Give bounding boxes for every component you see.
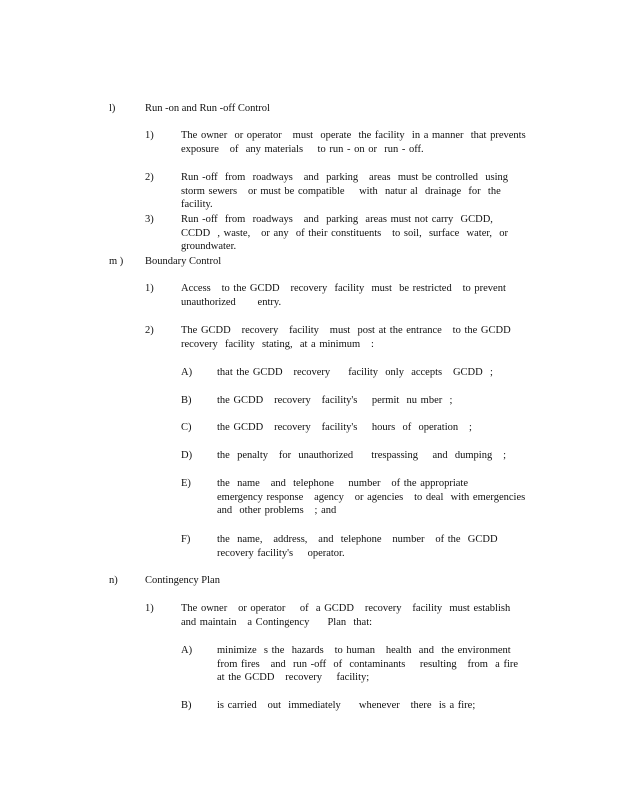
section-label: m ): [109, 256, 124, 267]
subitem-text: the GCDD recovery facility's hours of operation ;: [217, 422, 472, 433]
subitem-label: A): [181, 645, 193, 656]
item-label: 2): [145, 325, 154, 336]
subitem-label: A): [181, 367, 193, 378]
subitem-label: D): [181, 450, 193, 461]
subitem-label: C): [181, 422, 192, 433]
item-text: Run -off from roadways and parking areas must be controlled using storm sewers or must be compatible with natur al drainage for the facility.: [181, 172, 516, 210]
section-label: l): [109, 103, 116, 114]
subitem-label: F): [181, 534, 191, 545]
subitem-text: the penalty for unauthorized trespassing and dumping ;: [217, 450, 506, 461]
item-label: 2): [145, 172, 154, 183]
subitem-label: B): [181, 700, 192, 711]
section-title: Run -on and Run -off Control: [145, 103, 270, 114]
subitem-text: is carried out immediately whenever there is a fire;: [217, 700, 476, 711]
item-text: Run -off from roadways and parking areas must not carry GCDD, CCDD , waste, or any of their constituents to soil, surface water, or groundwater.: [181, 214, 512, 252]
item-text: The GCDD recovery facility must post at the entrance to the GCDD recovery facility stating, at a minimum :: [181, 325, 515, 350]
item-label: 1): [145, 603, 154, 614]
subitem-text: that the GCDD recovery facility only accepts GCDD ;: [217, 367, 493, 378]
subitem-text: minimize s the hazards to human health and the environment from fires and run -off of contaminants resulting from a fire at the GCDD recovery facility;: [217, 645, 526, 683]
subitem-label: B): [181, 395, 192, 406]
item-label: 1): [145, 130, 154, 141]
subitem-text: the name, address, and telephone number of the GCDD recovery facility's operator.: [217, 534, 509, 559]
item-label: 3): [145, 214, 154, 225]
item-label: 1): [145, 283, 154, 294]
section-title: Boundary Control: [145, 256, 222, 267]
section-title: Contingency Plan: [145, 575, 220, 586]
subitem-text: the GCDD recovery facility's permit nu mber ;: [217, 395, 453, 406]
section-label: n): [109, 575, 118, 586]
subitem-text: the name and telephone number of the appropriate emergency response agency or agencies to deal with emergencies and other problems ; and: [217, 478, 540, 516]
item-text: The owner or operator of a GCDD recovery facility must establish and maintain a Contingency Plan that:: [181, 603, 522, 628]
item-text: The owner or operator must operate the facility in a manner that prevents exposure of any materials to run - on or run - off.: [181, 130, 530, 155]
item-text: Access to the GCDD recovery facility must be restricted to prevent unauthorized entry.: [181, 283, 510, 308]
subitem-label: E): [181, 478, 191, 489]
